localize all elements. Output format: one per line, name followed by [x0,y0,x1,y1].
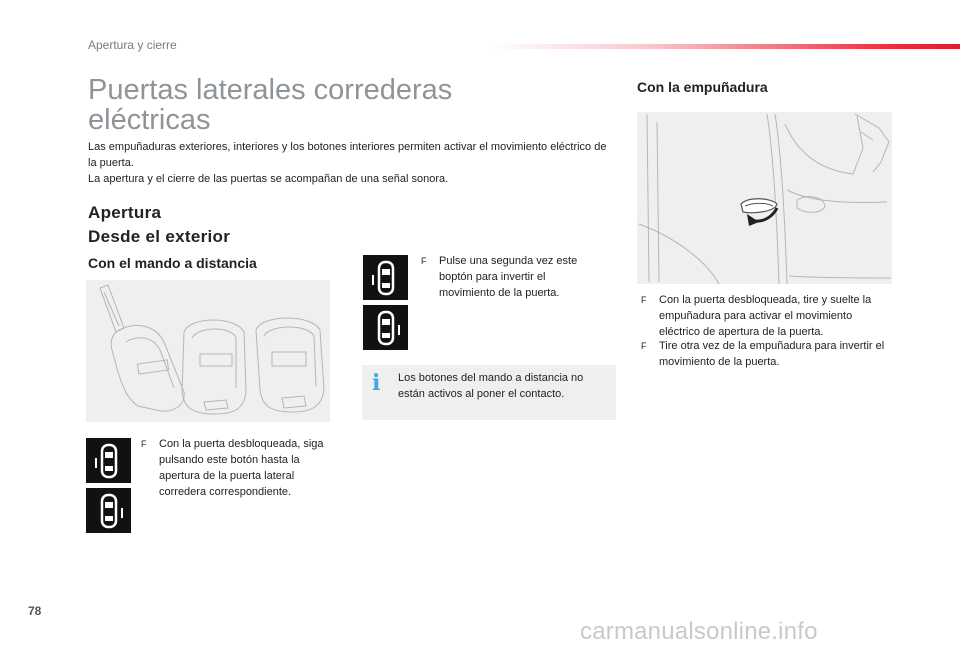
handle-instruction-2 [641,338,891,370]
heading-desde-exterior: Desde el exterior [88,227,231,246]
door-handle-illustration [637,112,892,284]
bullet-arrow-icon: F [641,295,647,305]
remote-instruction-2 [421,253,601,301]
info-icon: i [372,370,381,396]
page-title [88,75,558,135]
info-text: Los botones del mando a distancia no están activos al poner el contacto. [398,372,584,400]
remote-instruction-2-text: Pulse una segunda vez este boptón para invertir el movimiento de la puerta. [439,255,578,299]
intro-text [88,139,608,187]
intro-paragraph-1: Las empuñaduras exteriores, interiores y los botones interiores permiten activar el movimiento eléctrico de la puerta. [88,141,607,169]
remote-side-door-button-right-2 [363,305,408,350]
bullet-arrow-icon: F [421,256,427,266]
remote-keys-drawing [86,280,330,422]
page-title-line2: eléctricas [88,104,211,136]
door-handle-drawing [637,112,892,284]
remote-instruction-1 [141,436,331,500]
bullet-arrow-icon: F [141,439,147,449]
remote-keys-illustration [86,280,330,422]
sliding-door-right-icon [369,309,403,347]
intro-paragraph-2: La apertura y el cierre de las puertas se acompañan de una señal sonora. [88,173,449,185]
section-title: Apertura y cierre [88,38,177,52]
sliding-door-right-icon [92,492,126,530]
handle-instruction-1-text: Con la puerta desbloqueada, tire y suelte la empuñadura para activar el movimiento eléctrico de apertura de la puerta. [659,294,872,338]
remote-side-door-button-left [86,438,131,483]
header-accent-bar [490,44,960,49]
page-number: 78 [28,604,42,618]
handle-instruction-2-text: Tire otra vez de la empuñadura para invertir el movimiento de la puerta. [659,340,885,368]
sliding-door-left-icon [92,442,126,480]
watermark-text: carmanualsonline.info [580,618,818,645]
remote-side-door-button-right [86,488,131,533]
info-box [362,365,616,420]
remote-side-door-button-left-2 [363,255,408,300]
page-title-line1: Puertas laterales correderas [88,74,453,106]
bullet-arrow-icon: F [641,341,647,351]
heading-mando-distancia: Con el mando a distancia [88,255,257,271]
heading-empunadura: Con la empuñadura [637,79,768,95]
sliding-door-left-icon [369,259,403,297]
remote-instruction-1-text: Con la puerta desbloqueada, siga pulsando este botón hasta la apertura de la puerta lateral corredera correspondiente. [159,438,324,498]
handle-instruction-1 [641,292,891,340]
heading-apertura: Apertura [88,203,162,222]
